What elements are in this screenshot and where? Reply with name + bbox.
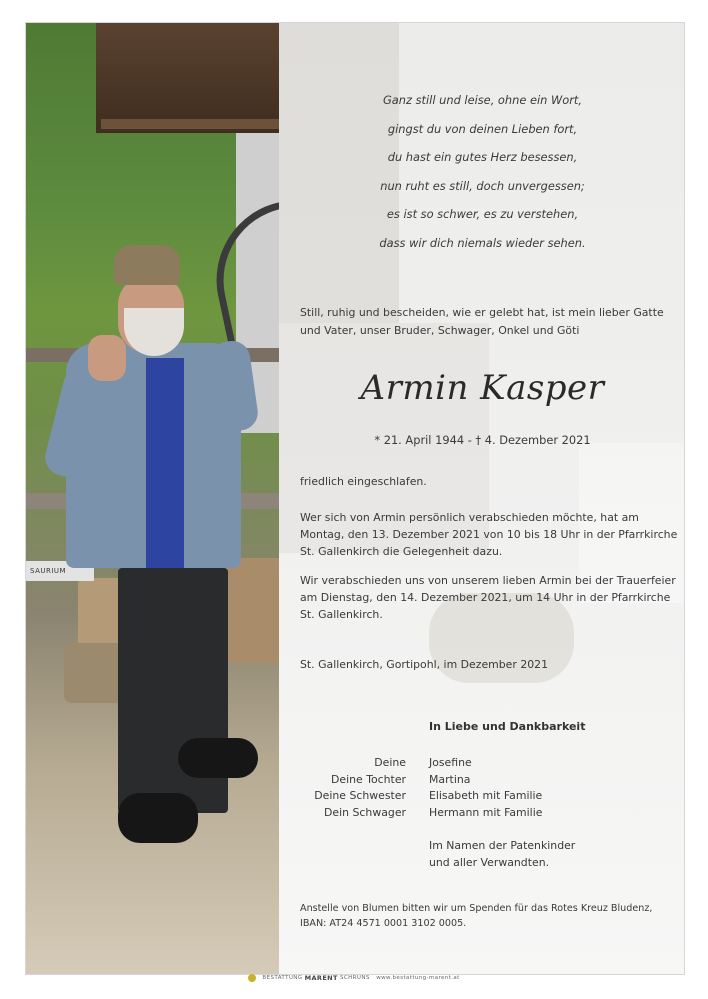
closing-line: und aller Verwandten.: [429, 855, 550, 869]
donation-line: Anstelle von Blumen bitten wir um Spenden für das Rotes Kreuz Bludenz,: [300, 903, 653, 914]
footer-prefix: BESTATTUNG: [262, 975, 303, 981]
family-relation: Deine: [374, 756, 406, 769]
poem-line: nun ruht es still, doch unvergessen;: [380, 178, 585, 193]
poem-line: gingst du von deinen Lieben fort,: [387, 121, 578, 136]
footer-brand: MARENT: [304, 974, 338, 982]
family-relation: Deine Schwester: [314, 789, 406, 802]
closing-line: Im Namen der Patenkinder: [429, 839, 576, 852]
family-name: Josefine: [429, 756, 472, 769]
figure-cap: [114, 245, 180, 285]
family-relations: [314, 755, 406, 821]
footer-url[interactable]: www.bestattung-marent.at: [376, 975, 460, 981]
place-date: St. Gallenkirch, Gortipohl, im Dezember 2021: [300, 658, 549, 671]
photo-log: [221, 558, 279, 663]
figure-shoe: [118, 793, 198, 843]
poem-line: dass wir dich niemals wieder sehen.: [379, 235, 586, 250]
obituary-card: [25, 22, 685, 975]
donation-line: IBAN: AT24 4571 0001 3102 0005.: [300, 918, 467, 929]
passed-text: friedlich eingeschlafen.: [300, 475, 427, 488]
life-dates: * 21. April 1944 - † 4. Dezember 2021: [374, 433, 591, 447]
photo-sickle: [202, 201, 279, 363]
text-panel: [279, 23, 685, 975]
photo-sign: SAURIUM: [26, 561, 94, 581]
figure-shirt: [146, 358, 184, 568]
donation-note: [300, 901, 685, 931]
figure-fist: [88, 335, 126, 381]
thanks-heading: In Liebe und Dankbarkeit: [429, 720, 586, 733]
family-name: Hermann mit Familie: [429, 805, 543, 819]
footer-town: SCHRUNS: [340, 975, 370, 981]
intro-text: Still, ruhig und bescheiden, wie er gelebt hat, ist mein lieber Gatte und Vater, unser Bruder, Schwager, Onkel und Göti: [300, 306, 664, 337]
farewell-ceremony: Wir verabschieden uns von unserem lieben Armin bei der Trauerfeier am Dienstag, den 14. Dezember 2021, um 14 Uhr in der Pfarrkirche St. Gallenkirch.: [300, 574, 676, 621]
poem-line: du hast ein gutes Herz besessen,: [387, 150, 578, 165]
funeral-home-logo-icon: [248, 974, 256, 982]
photo-hut-trim: [101, 119, 279, 129]
poem-line: Ganz still und leise, ohne ein Wort,: [382, 93, 582, 107]
deceased-name: Armin Kasper: [360, 368, 605, 408]
memorial-poem: [279, 86, 685, 258]
photo-hut-roof: [96, 23, 279, 133]
figure-shoe: [178, 738, 258, 778]
farewell-personal: Wer sich von Armin persönlich verabschieden möchte, hat am Montag, den 13. Dezember 2021 von 10 bis 18 Uhr in der Pfarrkirche St. Gallenkirch die Gelegenheit dazu.: [300, 511, 678, 558]
funeral-home-footer: [0, 974, 708, 990]
portrait-photo: [26, 23, 279, 975]
family-name: Martina: [429, 772, 471, 786]
closing-text: [429, 838, 575, 871]
family-name: Elisabeth mit Familie: [429, 789, 543, 802]
family-names: [429, 755, 542, 821]
poem-line: es ist so schwer, es zu verstehen,: [386, 207, 579, 222]
family-relation: Dein Schwager: [324, 805, 406, 819]
family-relation: Deine Tochter: [331, 772, 406, 786]
